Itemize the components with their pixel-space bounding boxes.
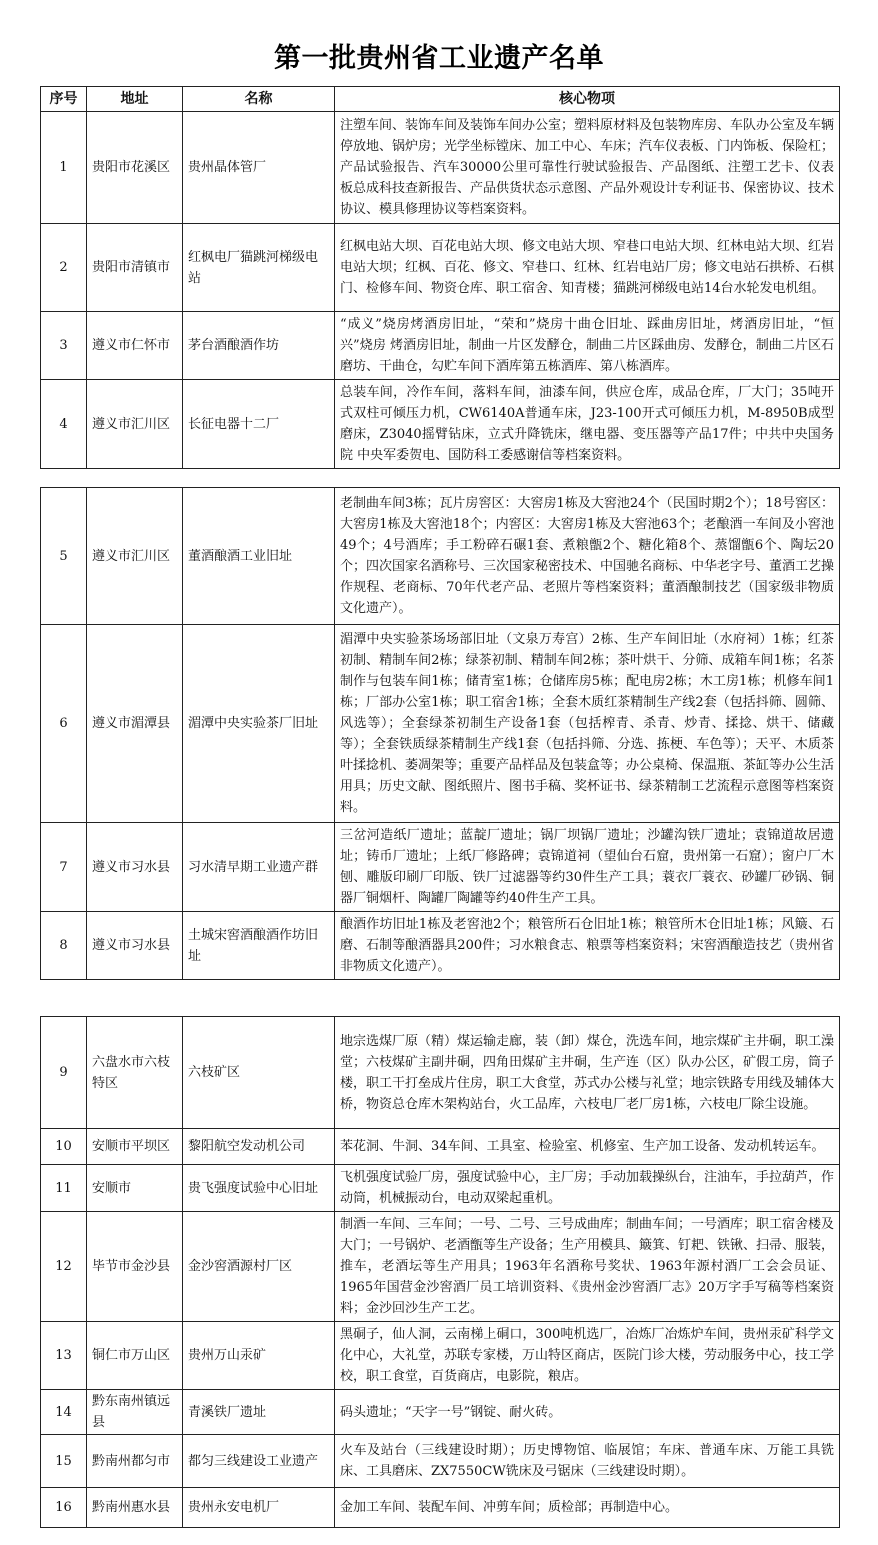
- row-no: 8: [41, 912, 87, 980]
- row-core: 苯花洞、牛洞、34车间、工具室、检验室、机修室、生产加工设备、发动机转运车。: [335, 1129, 840, 1165]
- table-row: [41, 1390, 840, 1435]
- row-name: 贵飞强度试验中心旧址: [183, 1165, 335, 1212]
- row-address: 遵义市汇川区: [87, 380, 183, 469]
- row-name: 土城宋窖酒酿酒作坊旧址: [183, 912, 335, 980]
- table-row: [41, 112, 840, 224]
- row-core: 湄潭中央实验茶场场部旧址（文泉万寿宫）2栋、生产车间旧址（水府祠）1栋；红茶初制、精制车间2栋；绿茶初制、精制车间2栋；茶叶烘干、分筛、成箱车间1栋；名茶制作与包装车间1栋；储青室1栋；仓储库房5栋；配电房2栋；木工房1栋；机修车间1栋；厂部办公室1栋；职工宿舍1栋；全套木质红茶精制生产线2套（包括抖筛、圆筛、风选等）；全套绿茶初制生产设备1套（包括榨青、杀青、炒青、揉捻、烘干、储藏等）；全套铁质绿茶精制生产线1套（包括抖筛、分选、拣梗、车色等）；天平、木质茶叶揉捻机、萎凋架等；重要产品样品及包装盒等；办公桌椅、保温瓶、茶缸等办公生活用具；历史文献、图纸照片、图书手稿、奖杯证书、绿茶精制工艺流程示意图等档案资料。: [335, 625, 840, 823]
- row-address: 遵义市湄潭县: [87, 625, 183, 823]
- row-core: 制酒一车间、三车间；一号、二号、三号成曲库；制曲车间；一号酒库；职工宿舍楼及大门；一号锅炉、老酒甑等生产设备；生产用模具、簸箕、钉耙、铁锹、扫帚、服装，推车，老酒坛等生产用具；1963年名酒称号奖状、1963年源村酒厂工会会员证、1965年国营金沙窖酒厂员工培训资料、《贵州金沙窖酒厂志》20万字手写稿等档案资料；金沙回沙生产工艺。: [335, 1212, 840, 1322]
- row-name: 红枫电厂猫跳河梯级电站: [183, 224, 335, 312]
- row-no: 12: [41, 1212, 87, 1322]
- row-name: 青溪铁厂遗址: [183, 1390, 335, 1435]
- table-row: [41, 1212, 840, 1322]
- row-no: 16: [41, 1488, 87, 1528]
- row-no: 15: [41, 1435, 87, 1488]
- row-address: 黔南州惠水县: [87, 1488, 183, 1528]
- row-no: 14: [41, 1390, 87, 1435]
- heritage-table-part-1: [40, 86, 840, 469]
- row-address: 黔南州都匀市: [87, 1435, 183, 1488]
- row-name: 湄潭中央实验茶厂旧址: [183, 625, 335, 823]
- row-core: 老制曲车间3栋；瓦片房窖区：大窖房1栋及大窖池24个（民国时期2个）；18号窖区：大窖房1栋及大窖池18个；内窖区：大窖房1栋及大窖池63个；老酿酒一车间及小窖池49个；4号酒库；手工粉碎石碾1套、煮粮甑2个、糖化箱8个、蒸馏甑6个、陶坛20个；四次国家名酒称号、三次国家秘密技术、中国驰名商标、中华老字号、董酒工艺操作规程、老商标、70年代老产品、老照片等档案资料；董酒酿制技艺（国家级非物质文化遗产）。: [335, 488, 840, 625]
- row-address: 毕节市金沙县: [87, 1212, 183, 1322]
- row-name: 金沙窖酒源村厂区: [183, 1212, 335, 1322]
- row-address: 贵阳市清镇市: [87, 224, 183, 312]
- row-core: 火车及站台（三线建设时期）；历史博物馆、临展馆；车床、普通车床、万能工具铣床、工具磨床、ZX7550CW铣床及弓锯床（三线建设时期）。: [335, 1435, 840, 1488]
- header-address: 地址: [87, 87, 183, 112]
- row-address: 安顺市平坝区: [87, 1129, 183, 1165]
- row-name: 贵州万山汞矿: [183, 1322, 335, 1390]
- row-no: 1: [41, 112, 87, 224]
- table-row: [41, 1129, 840, 1165]
- row-no: 5: [41, 488, 87, 625]
- row-core: 黑硐子，仙人洞，云南梯上硐口，300吨机选厂，冶炼厂冶炼炉车间，贵州汞矿科学文化中心，大礼堂，苏联专家楼，万山特区商店，医院门诊大楼，劳动服务中心，技工学校，职工食堂，百货商店，电影院，粮店。: [335, 1322, 840, 1390]
- row-address: 铜仁市万山区: [87, 1322, 183, 1390]
- table-row: [41, 1488, 840, 1528]
- table-row: [41, 224, 840, 312]
- row-address: 遵义市仁怀市: [87, 312, 183, 380]
- row-address: 贵阳市花溪区: [87, 112, 183, 224]
- table-row: [41, 625, 840, 823]
- row-address: 黔东南州镇远县: [87, 1390, 183, 1435]
- heritage-table-part-3: [40, 1016, 840, 1528]
- row-address: 遵义市习水县: [87, 823, 183, 912]
- row-name: 长征电器十二厂: [183, 380, 335, 469]
- page-title: 第一批贵州省工业遗产名单: [274, 43, 604, 74]
- row-address: 六盘水市六枝特区: [87, 1017, 183, 1129]
- row-name: 贵州永安电机厂: [183, 1488, 335, 1528]
- table-row: [41, 380, 840, 469]
- row-no: 7: [41, 823, 87, 912]
- row-core: 注塑车间、装饰车间及装饰车间办公室；塑料原材料及包装物库房、车队办公室及车辆停放地、锅炉房；光学坐标镗床、加工中心、车床；汽车仪表板、门内饰板、保险杠；产品试验报告、汽车30000公里可靠性行驶试验报告、产品图纸、注塑工艺卡、仪表板总成科技查新报告、产品供货状态示意图、产品外观设计专利证书、保密协议、技术协议、模具修理协议等档案资料。: [335, 112, 840, 224]
- table-row: [41, 1322, 840, 1390]
- row-name: 茅台酒酿酒作坊: [183, 312, 335, 380]
- row-core: “成义”烧房烤酒房旧址，“荣和”烧房十曲仓旧址、踩曲房旧址，烤酒房旧址，“恒兴”烧房 烤酒房旧址，制曲一片区发酵仓，制曲二片区踩曲房、发酵仓，制曲二片区石磨坊、干曲仓，勾贮车间下酒库第五栋酒库、第八栋酒库。: [335, 312, 840, 380]
- row-name: 习水清早期工业遗产群: [183, 823, 335, 912]
- row-no: 4: [41, 380, 87, 469]
- row-no: 13: [41, 1322, 87, 1390]
- table-header-row: [41, 87, 840, 112]
- row-address: 遵义市习水县: [87, 912, 183, 980]
- row-no: 9: [41, 1017, 87, 1129]
- row-core: 码头遗址；“天字一号”钢锭、耐火砖。: [335, 1390, 840, 1435]
- table-row: [41, 488, 840, 625]
- row-no: 6: [41, 625, 87, 823]
- heritage-table-part-2: [40, 487, 840, 980]
- table-row: [41, 1017, 840, 1129]
- row-no: 11: [41, 1165, 87, 1212]
- header-no: 序号: [41, 87, 87, 112]
- row-name: 董酒酿酒工业旧址: [183, 488, 335, 625]
- row-no: 10: [41, 1129, 87, 1165]
- row-core: 红枫电站大坝、百花电站大坝、修文电站大坝、窄巷口电站大坝、红林电站大坝、红岩电站大坝；红枫、百花、修文、窄巷口、红林、红岩电站厂房；修文电站石拱桥、石棋门、检修车间、物资仓库、职工宿舍、知青楼；猫跳河梯级电站14台水轮发电机组。: [335, 224, 840, 312]
- row-name: 都匀三线建设工业遗产: [183, 1435, 335, 1488]
- row-core: 地宗选煤厂原（精）煤运输走廊，装（卸）煤仓，洗选车间，地宗煤矿主井硐，职工澡堂；六枝煤矿主副井硐，四角田煤矿主井硐，生产连（区）队办公区，矿假工房，筒子楼，职工干打垒成片住房，职工大食堂，苏式办公楼与礼堂；地宗铁路专用线及辅体大桥，物资总仓库木架构站台，火工品库，六枝电厂老厂房1栋，六枝电厂除尘设施。: [335, 1017, 840, 1129]
- row-core: 酿酒作坊旧址1栋及老窖池2个；粮管所石仓旧址1栋；粮管所木仓旧址1栋；风簸、石磨、石制等酿酒器具200件；习水粮食志、粮票等档案资料；宋窖酒酿造技艺（贵州省非物质文化遗产）。: [335, 912, 840, 980]
- table-row: [41, 823, 840, 912]
- row-address: 安顺市: [87, 1165, 183, 1212]
- header-name: 名称: [183, 87, 335, 112]
- table-row: [41, 1165, 840, 1212]
- row-core: 三岔河造纸厂遗址；蓝靛厂遗址；锅厂坝锅厂遗址；沙罐沟铁厂遗址；袁锦道故居遗址；铸币厂遗址；上纸厂修路碑；袁锦道祠（望仙台石窟，贵州第一石窟）；窗户厂木刨、雕版印刷厂印版、铁厂过滤器等约30件生产工具；蓑衣厂蓑衣、砂罐厂砂锅、铜器厂铜烟杆、陶罐厂陶罐等约40件生产工具。: [335, 823, 840, 912]
- table-row: [41, 312, 840, 380]
- row-name: 贵州晶体管厂: [183, 112, 335, 224]
- row-core: 飞机强度试验厂房，强度试验中心，主厂房；手动加载操纵台，注油车，手拉葫芦，作动筒，机械振动台，电动双梁起重机。: [335, 1165, 840, 1212]
- table-row: [41, 1435, 840, 1488]
- row-address: 遵义市汇川区: [87, 488, 183, 625]
- table-row: [41, 912, 840, 980]
- row-no: 3: [41, 312, 87, 380]
- row-no: 2: [41, 224, 87, 312]
- row-core: 金加工车间、装配车间、冲剪车间；质检部；再制造中心。: [335, 1488, 840, 1528]
- row-name: 六枝矿区: [183, 1017, 335, 1129]
- row-core: 总装车间，冷作车间，落料车间，油漆车间，供应仓库，成品仓库，厂大门；35吨开式双柱可倾压力机，CW6140A普通车床，J23-100开式可倾压力机，M-8950B成型磨床，Z3040摇臂钻床，立式升降铣床，继电器、变压器等产品17件；中共中央国务院 中央军委贺电、国防科工委感谢信等档案资料。: [335, 380, 840, 469]
- header-core: 核心物项: [335, 87, 840, 112]
- row-name: 黎阳航空发动机公司: [183, 1129, 335, 1165]
